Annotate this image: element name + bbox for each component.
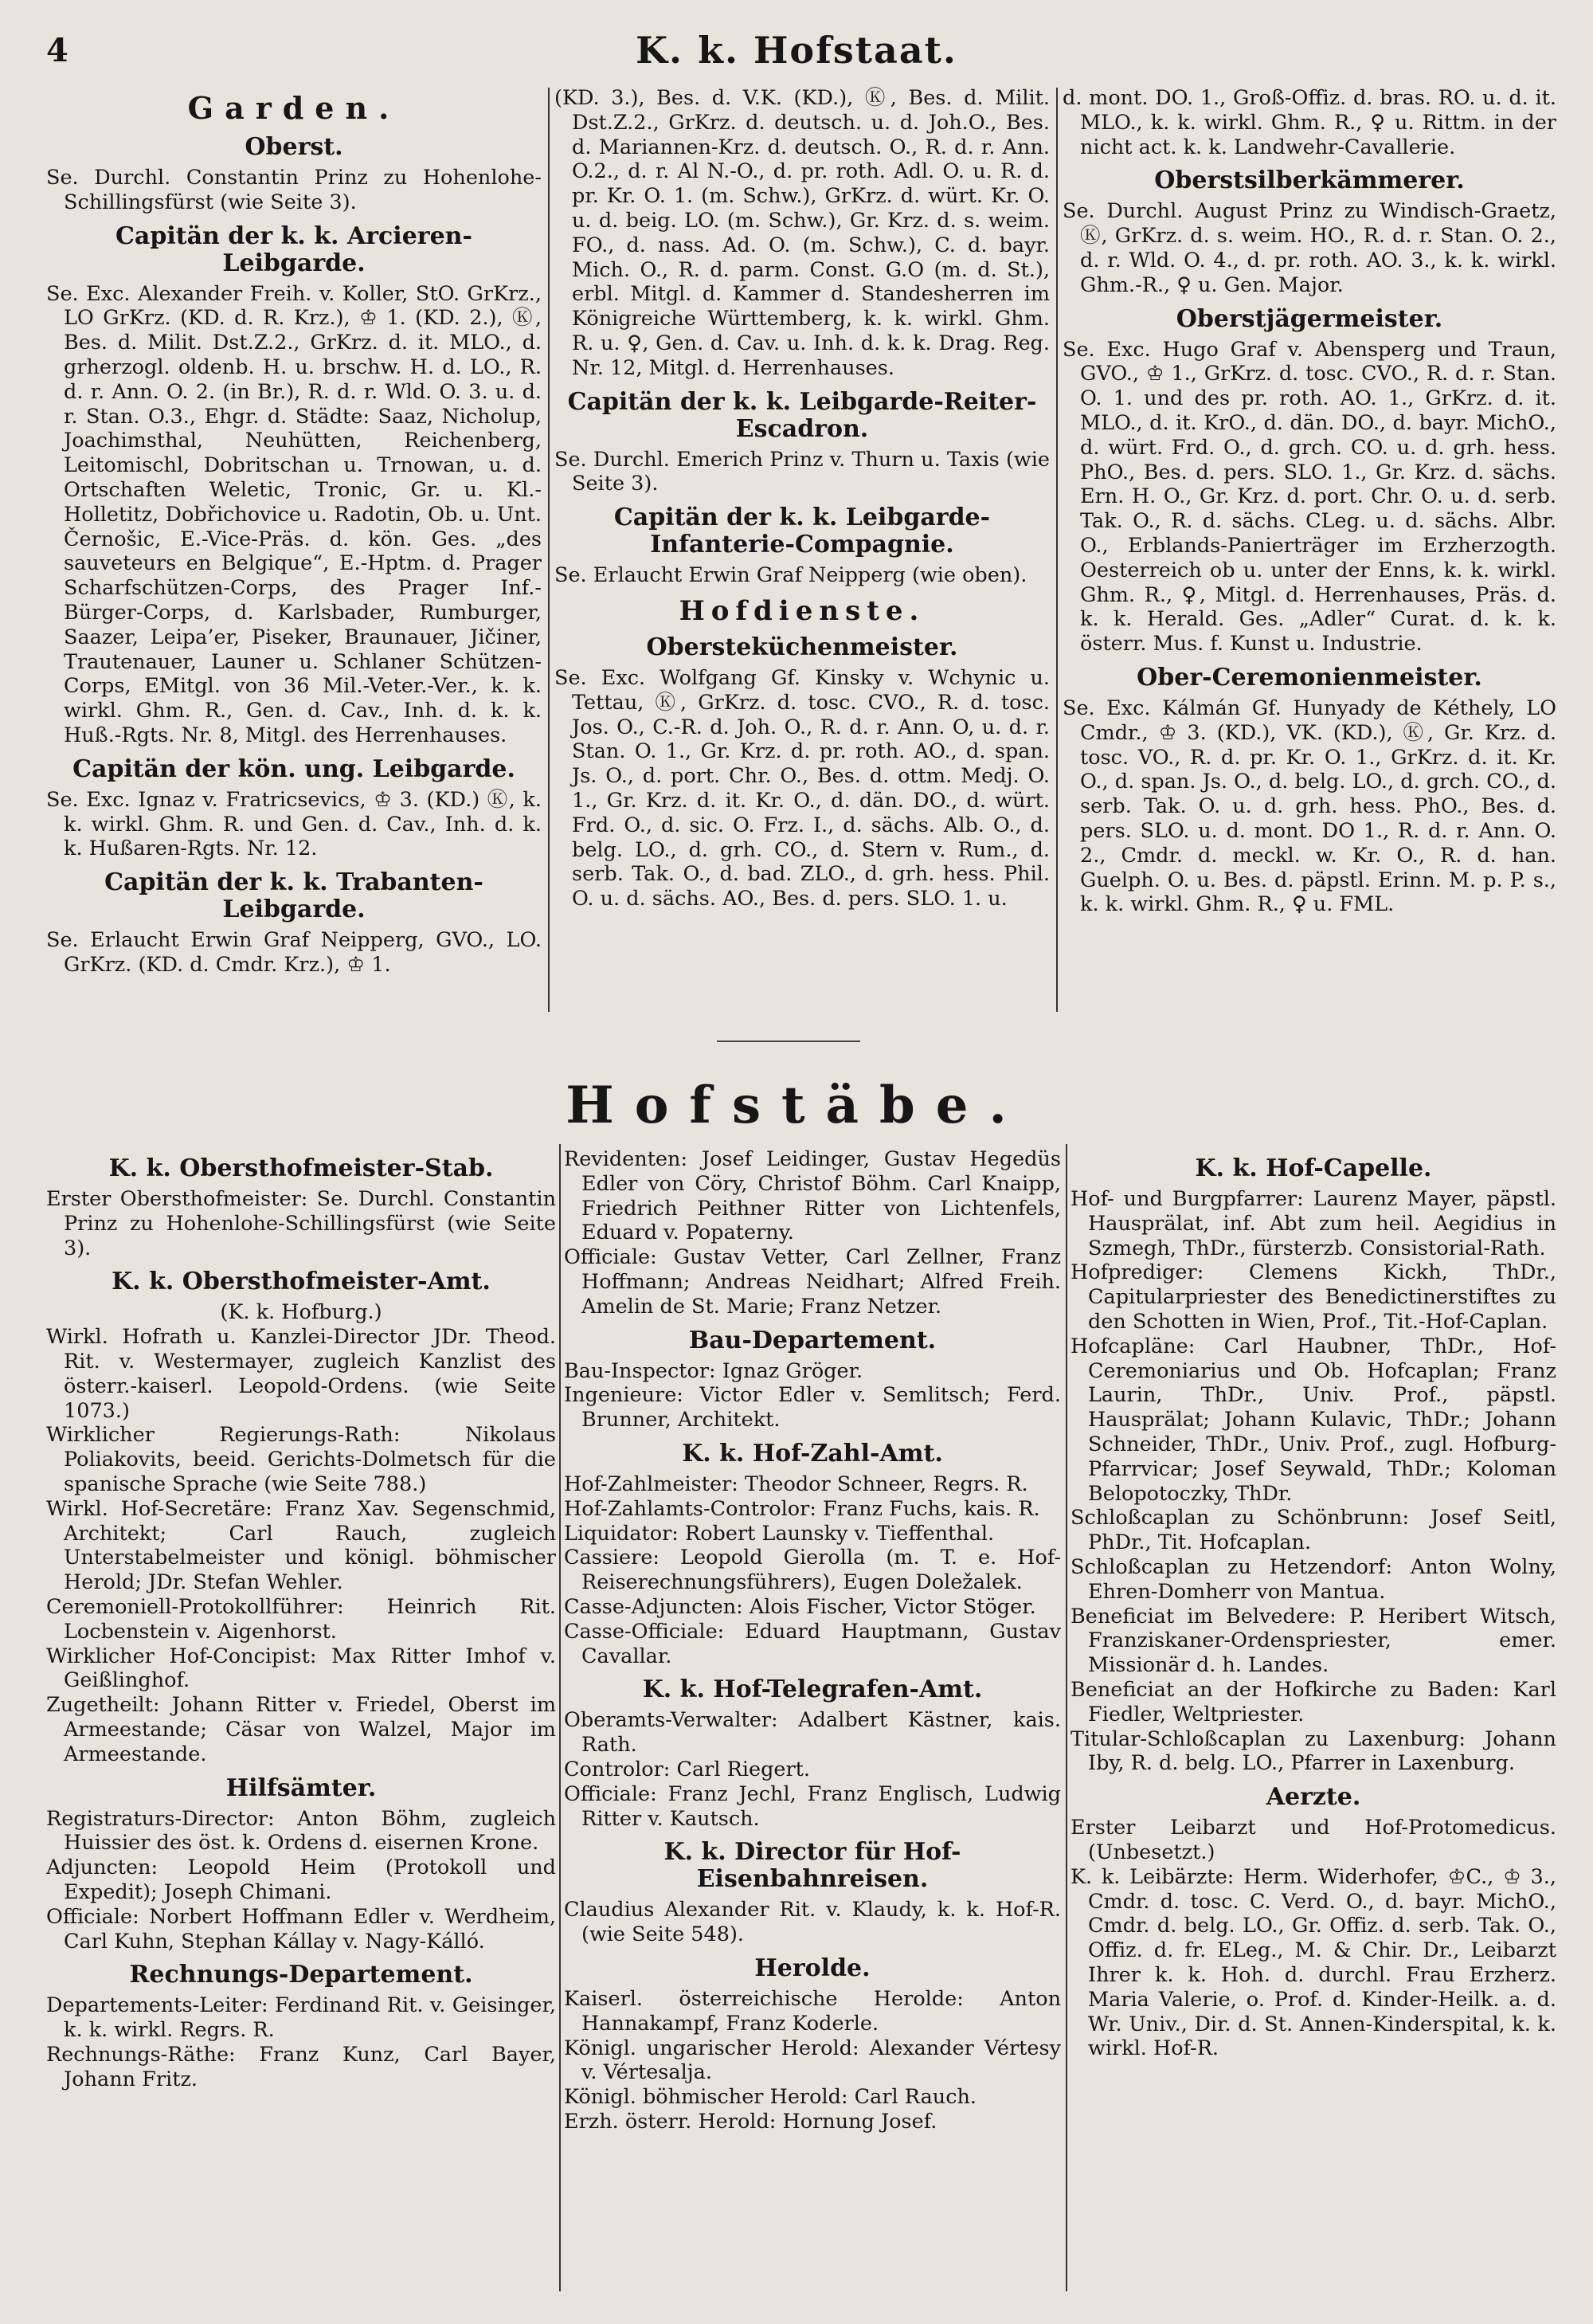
- entry-text: Hof- und Burgpfarrer: Laurenz Mayer, päpstl. Hausprälat, inf. Abt zum heil. Aegidius in Szmegh, ThDr., fürsterzb. Consistorial-Rath.: [1070, 1187, 1556, 1260]
- bottom-column-middle: [564, 1147, 1061, 2295]
- entry-text: Erster Obersthofmeister: Se. Durchl. Constantin Prinz zu Hohenlohe-Schillingsfürst (wie Seite 3).: [46, 1187, 556, 1260]
- entry-text: Se. Durchl. Emerich Prinz v. Thurn u. Taxis (wie Seite 3).: [554, 447, 1050, 496]
- entry-text: Adjuncten: Leopold Heim (Protokoll und Expedit); Joseph Chimani.: [46, 1856, 556, 1904]
- page-number: 4: [46, 32, 68, 69]
- entry-text: Beneficiat an der Hofkirche zu Baden: Karl Fiedler, Weltpriester.: [1070, 1677, 1556, 1726]
- entry-text: Officiale: Norbert Hoffmann Edler v. Werdheim, Carl Kuhn, Stephan Kállay v. Nagy-Kálló.: [46, 1904, 556, 1954]
- section-heading: Capitän der k. k. Leibgarde-Infanterie-Compagnie.: [613, 504, 991, 559]
- section-heading: Herolde.: [754, 1954, 871, 1982]
- entry-text: Zugetheilt: Johann Ritter v. Friedel, Oberst im Armeestande; Cäsar von Walzel, Major im Armeestande.: [46, 1693, 556, 1766]
- entry-text: Erzh. österr. Herold: Hornung Josef.: [564, 2109, 937, 2134]
- entry-text: Wirklicher Hof-Concipist: Max Ritter Imhof v. Geißlinghof.: [46, 1644, 556, 1693]
- entry-text: Se. Durchl. August Prinz zu Windisch-Graetz, Ⓚ, GrKrz. d. s. weim. HO., R. d. r. Stan. O. 2., d. r. Wld. O. 4., d. pr. roth. AO. 3., k. k. wirkl. Ghm.-R., ♀ u. Gen. Major.: [1063, 199, 1556, 297]
- section-heading: Hofdienste.: [679, 594, 926, 627]
- section-heading: Rechnungs-Departement.: [129, 1961, 473, 1989]
- entry-text: Se. Durchl. Constantin Prinz zu Hohenlohe-Schillingsfürst (wie Seite 3).: [46, 166, 542, 214]
- section-heading: K. k. Director für Hof-Eisenbahnreisen.: [663, 1838, 961, 1894]
- entry-text: Schloßcaplan zu Schönbrunn: Josef Seitl, PhDr., Tit. Hofcaplan.: [1070, 1506, 1556, 1555]
- entry-text: Officiale: Franz Jechl, Franz Englisch, Ludwig Ritter v. Kautsch.: [564, 1781, 1061, 1831]
- top-column-left: [46, 86, 542, 1010]
- entry-text: Cassiere: Leopold Gierolla (m. T. e. Hof-Reiserechnungsführers), Eugen Doležalek.: [564, 1546, 1061, 1595]
- entry-text: Wirklicher Regierungs-Rath: Nikolaus Poliakovits, beeid. Gerichts-Dolmetsch für die spanische Sprache (wie Seite 788.): [46, 1423, 556, 1496]
- entry-text: Controlor: Carl Riegert.: [564, 1757, 811, 1781]
- section-heading: Garden.: [187, 90, 401, 126]
- section-heading: Capitän der k. k. Arcieren-Leibgarde.: [115, 221, 472, 277]
- section-heading: Oberst.: [245, 133, 343, 161]
- entry-text: Officiale: Gustav Vetter, Carl Zellner, Franz Hoffmann; Andreas Neidhart; Alfred Freih. Amelin de St. Marie; Franz Netzer.: [564, 1245, 1061, 1319]
- section-heading: K. k. Hof-Zahl-Amt.: [682, 1439, 943, 1468]
- entry-text: Kaiserl. österreichische Herolde: Anton Hannakampf, Franz Koderle.: [564, 1986, 1061, 2036]
- entry-text: Se. Exc. Alexander Freih. v. Koller, StO. GrKrz., LO GrKrz. (KD. d. R. Krz.), ♔ 1. (KD. 2.), Ⓚ, Bes. d. Milit. Dst.Z.2., GrKrz. d. it. MLO., d. grherzogl. oldenb. H. u. brschw. H. d. LO., R. d. r. Ann. O. 2. (in Br.), R. d. r. Wld. O. 3. u. d. r. Stan. O.3., Ehgr. d. Städte: Saaz, Nicholup, Joachimsthal, Neuhütten, Reichenberg, Leitomischl, Dobritschan u. Trnowan, u. d. Ortschaften Weletic, Tronic, Gr. u. Kl.-Holletitz, Dobřichovice u. Radotin, Ob. u. Unt. Černošic, E.-Vice-Präs. d. kön. Ges. „des sauveteurs en Belgique“, E.-Hptm. d. Prager Scharfschützen-Corps, des Prager Inf.-Bürger-Corps, d. Karlsbader, Rumburger, Saazer, Leipa’er, Piseker, Braunauer, Jičiner, Trautenauer, Launer u. Schlaner Schützen-Corps, EMitgl. von 36 Mil.-Veter.-Ver., k. k. wirkl. Ghm. R., Gen. d. Cav., Inh. d. k. k. Huß.-Rgts. Nr. 8, Mitgl. des Herrenhauses.: [46, 281, 542, 747]
- section-heading: Bau-Departement.: [688, 1326, 937, 1354]
- bottom-column-right: [1070, 1147, 1556, 2295]
- entry-text: Se. Exc. Hugo Graf v. Abensperg und Traun, GVO., ♔ 1., GrKrz. d. tosc. CVO., R. d. r. Stan. O. 1. und des pr. roth. AO. 1., GrKrz. d. it. MLO., d. it. KrO., d. dän. DO., d. bayr. MichO., d. würt. Frd. O., d. grch. CO. u. d. grh. hess. PhO., Bes. d. pers. SLO. 1., Gr. Krz. d. sächs. Ern. H. O., Gr. Krz. d. port. Chr. O. u. d. serb. Tak. O., R. d. sächs. CLeg. u. d. sächs. Albr. O., Erblands-Panierträger im Erzherzogth. Oesterreich ob u. unter der Enns, k. k. wirkl. Ghm. R., ♀, Mitgl. d. Herrenhauses, Präs. d. k. k. Herald. Ges. „Adler“ Curat. d. k. k. österr. Mus. f. Kunst u. Industrie.: [1063, 337, 1556, 656]
- entry-text: Se. Exc. Wolfgang Gf. Kinsky v. Wchynic u. Tettau, Ⓚ, GrKrz. d. tosc. CVO., R. d. tosc. Jos. O., C.-R. d. Joh. O., R. d. r. Ann. O, u. d. r. Stan. O. 1., Gr. Krz. d. pr. roth. AO., d. span. Js. O., d. port. Chr. O., Bes. d. ottm. Medj. O. 1., Gr. Krz. d. it. Kr. O., d. dän. DO., d. würt. Frd. O., d. sic. O. Frz. I., d. sächs. Alb. O., d. belg. LO., d. grh. CO., d. Stern v. Rum., d. serb. Tak. O., d. bad. ZLO., d. grh. hess. Phil. O. u. d. sächs. AO., Bes. d. pers. SLO. 1. u.: [554, 665, 1050, 911]
- section-heading: Obersteküchenmeister.: [646, 633, 958, 661]
- section-title: Hofstäbe.: [566, 1076, 1027, 1135]
- entry-text: Ingenieure: Victor Edler v. Semlitsch; Ferd. Brunner, Architekt.: [564, 1383, 1061, 1432]
- entry-text: Erster Leibarzt und Hof-Protomedicus. (Unbesetzt.): [1070, 1816, 1556, 1864]
- entry-text: Königl. ungarischer Herold: Alexander Vértesy v. Vértesalja.: [564, 2036, 1061, 2085]
- column-rule-2: [1056, 88, 1058, 1012]
- section-heading: Oberstsilberkämmerer.: [1154, 167, 1465, 195]
- entry-text: Titular-Schloßcaplan zu Laxenburg: Johann Iby, R. d. belg. LO., Pfarrer in Laxenburg.: [1070, 1726, 1556, 1776]
- entry-text: Wirkl. Hof-Secretäre: Franz Xav. Segenschmid, Architekt; Carl Rauch, zugleich Unterstabelmeister und königl. böhmischer Herold; JDr. Stefan Wehler.: [46, 1496, 556, 1595]
- entry-text: Oberamts-Verwalter: Adalbert Kästner, kais. Rath.: [564, 1708, 1061, 1758]
- entry-text: (K. k. Hofburg.): [220, 1300, 382, 1325]
- bottom-column-left: [46, 1147, 556, 2295]
- entry-text: Casse-Officiale: Eduard Hauptmann, Gustav Cavallar.: [564, 1619, 1061, 1668]
- entry-text: Claudius Alexander Rit. v. Klaudy, k. k. Hof-R. (wie Seite 548).: [564, 1898, 1061, 1947]
- entry-text: d. mont. DO. 1., Groß-Offiz. d. bras. RO. u. d. it. MLO., k. k. wirkl. Ghm. R., ♀ u. Rittm. in der nicht act. k. k. Landwehr-Cavallerie.: [1063, 86, 1556, 159]
- section-heading: Capitän der k. k. Leibgarde-Reiter-Escadron.: [567, 387, 1037, 443]
- section-heading: Capitän der k. k. Trabanten-Leibgarde.: [104, 868, 483, 924]
- entry-text: Se. Erlaucht Erwin Graf Neipperg, GVO., LO. GrKrz. (KD. d. Cmdr. Krz.), ♔ 1.: [46, 928, 542, 977]
- entry-text: Liquidator: Robert Launsky v. Tieffenthal.: [564, 1521, 995, 1546]
- entry-text: Se. Erlaucht Erwin Graf Neipperg (wie oben).: [554, 563, 1027, 588]
- entry-text: Ceremoniell-Protokollführer: Heinrich Rit. Locbenstein v. Aigenhorst.: [46, 1594, 556, 1644]
- section-divider: [717, 1041, 860, 1042]
- section-heading: K. k. Hof-Telegrafen-Amt.: [642, 1675, 983, 1704]
- section-heading: Hilfsämter.: [225, 1773, 377, 1802]
- section-heading: K. k. Obersthofmeister-Stab.: [108, 1154, 494, 1182]
- section-heading: Capitän der kön. ung. Leibgarde.: [72, 754, 515, 783]
- entry-text: Se. Exc. Kálmán Gf. Hunyady de Kéthely, LO Cmdr., ♔ 3. (KD.), VK. (KD.), Ⓚ, Gr. Krz. d. tosc. VO., R. d. pr. Kr. O. 1., GrKrz. d. it. Kr. O., d. span. Js. O., d. belg. LO., d. grch. CO., d. serb. Tak. O. u. d. grh. hess. PhO., Bes. d. pers. SLO. u. d. mont. DO 1., R. d. r. Ann. O. 2., Cmdr. d. meckl. w. Kr. O., R. d. han. Guelph. O. u. Bes. d. päpstl. Erinn. M. p. P. s., k. k. wirkl. Ghm. R., ♀ u. FML.: [1063, 696, 1556, 917]
- section-heading: Oberstjägermeister.: [1176, 304, 1443, 333]
- column-rule-4: [1066, 1144, 1067, 2291]
- entry-text: Se. Exc. Ignaz v. Fratricsevics, ♔ 3. (KD.) Ⓚ, k. k. wirkl. Ghm. R. und Gen. d. Cav., Inh. d. k. k. Hußaren-Rgts. Nr. 12.: [46, 787, 542, 861]
- column-rule-3: [559, 1144, 561, 2291]
- entry-text: Königl. böhmischer Herold: Carl Rauch.: [564, 2085, 977, 2110]
- entry-text: Schloßcaplan zu Hetzendorf: Anton Wolny, Ehren-Domherr von Mantua.: [1070, 1554, 1556, 1604]
- entry-text: Casse-Adjuncten: Alois Fischer, Victor Stöger.: [564, 1594, 1036, 1619]
- entry-text: Hof-Zahlamts-Controlor: Franz Fuchs, kais. R.: [564, 1496, 1040, 1521]
- entry-text: K. k. Leibärzte: Herm. Widerhofer, ♔C., ♔ 3., Cmdr. d. tosc. C. Verd. O., d. bayr. MichO., Cmdr. d. belg. LO., Gr. Offiz. d. serb. Tak. O., Offiz. d. fr. ELeg., M. & Chir. Dr., Leibarzt Ihrer k. k. Hoh. d. durchl. Frau Erzherz. Maria Valerie, o. Prof. d. Kinder-Heilk. a. d. Wr. Univ., Dir. d. St. Annen-Kinderspital, k. k. wirkl. Hof-R.: [1070, 1864, 1556, 2061]
- section-heading: Aerzte.: [1266, 1783, 1361, 1812]
- section-heading: Ober-Ceremonienmeister.: [1137, 663, 1482, 692]
- top-column-middle: [554, 86, 1050, 1010]
- entry-text: (KD. 3.), Bes. d. V.K. (KD.), Ⓚ, Bes. d. Milit. Dst.Z.2., GrKrz. d. deutsch. u. d. Joh.O., Bes. d. Mariannen-Krz. d. deutsch. O., R. d. r. Ann. O.2., d. r. Al N.-O., d. pr. roth. Adl. O. u. R. d. pr. Kr. O. 1. (m. Schw.), GrKrz. d. würt. Kr. O. u. d. beig. LO. (m. Schw.), Gr. Krz. d. s. weim. FO., d. nass. Ad. O. (m. Schw.), C. d. bayr. Mich. O., R. d. parm. Const. G.O (m. d. St.), erbl. Mitgl. d. Kammer d. Standesherren im Königreiche Württemberg, k. k. wirkl. Ghm. R. u. ♀, Gen. d. Cav. u. Inh. d. k. k. Drag. Reg. Nr. 12, Mitgl. d. Herrenhauses.: [554, 86, 1050, 380]
- entry-text: Hofprediger: Clemens Kickh, ThDr., Capitularpriester des Benedictinerstiftes zu den Schotten in Wien, Prof., Tit.-Hof-Caplan.: [1070, 1260, 1556, 1334]
- entry-text: Beneficiat im Belvedere: P. Heribert Witsch, Franziskaner-Ordenspriester, emer. Missionär d. h. Landes.: [1070, 1604, 1556, 1678]
- column-rule-1: [548, 88, 550, 1012]
- entry-text: Wirkl. Hofrath u. Kanzlei-Director JDr. Theod. Rit. v. Westermayer, zugleich Kanzlist des österr.-kaiserl. Leopold-Ordens. (wie Seite 1073.): [46, 1325, 556, 1423]
- entry-text: Bau-Inspector: Ignaz Gröger.: [564, 1358, 863, 1383]
- entry-text: Departements-Leiter: Ferdinand Rit. v. Geisinger, k. k. wirkl. Regrs. R.: [46, 1993, 556, 2043]
- running-header: K. k. Hofstaat.: [636, 29, 957, 72]
- entry-text: Rechnungs-Räthe: Franz Kunz, Carl Bayer, Johann Fritz.: [46, 2042, 556, 2091]
- section-heading: K. k. Obersthofmeister-Amt.: [112, 1268, 491, 1296]
- top-column-right: [1063, 86, 1556, 1010]
- entry-text: Hof-Zahlmeister: Theodor Schneer, Regrs. R.: [564, 1472, 1028, 1496]
- entry-text: Registraturs-Director: Anton Böhm, zugleich Huissier des öst. k. Ordens d. eisernen Krone.: [46, 1806, 556, 1856]
- entry-text: Revidenten: Josef Leidinger, Gustav Hegedüs Edler von Cöry, Christof Böhm. Carl Knaipp, Friedrich Peithner Ritter von Lichtenfels, Eduard v. Popaterny.: [564, 1147, 1061, 1245]
- section-heading: K. k. Hof-Capelle.: [1195, 1154, 1432, 1182]
- entry-text: Hofcapläne: Carl Haubner, ThDr., Hof-Ceremoniarius und Ob. Hofcaplan; Franz Laurin, ThDr., Univ. Prof., päpstl. Hausprälat; Johann Kulavic, ThDr.; Johann Schneider, ThDr., Univ. Prof., zugl. Hofburg-Pfarrvicar; Josef Seywald, ThDr.; Koloman Belopotoczky, ThDr.: [1070, 1334, 1556, 1506]
